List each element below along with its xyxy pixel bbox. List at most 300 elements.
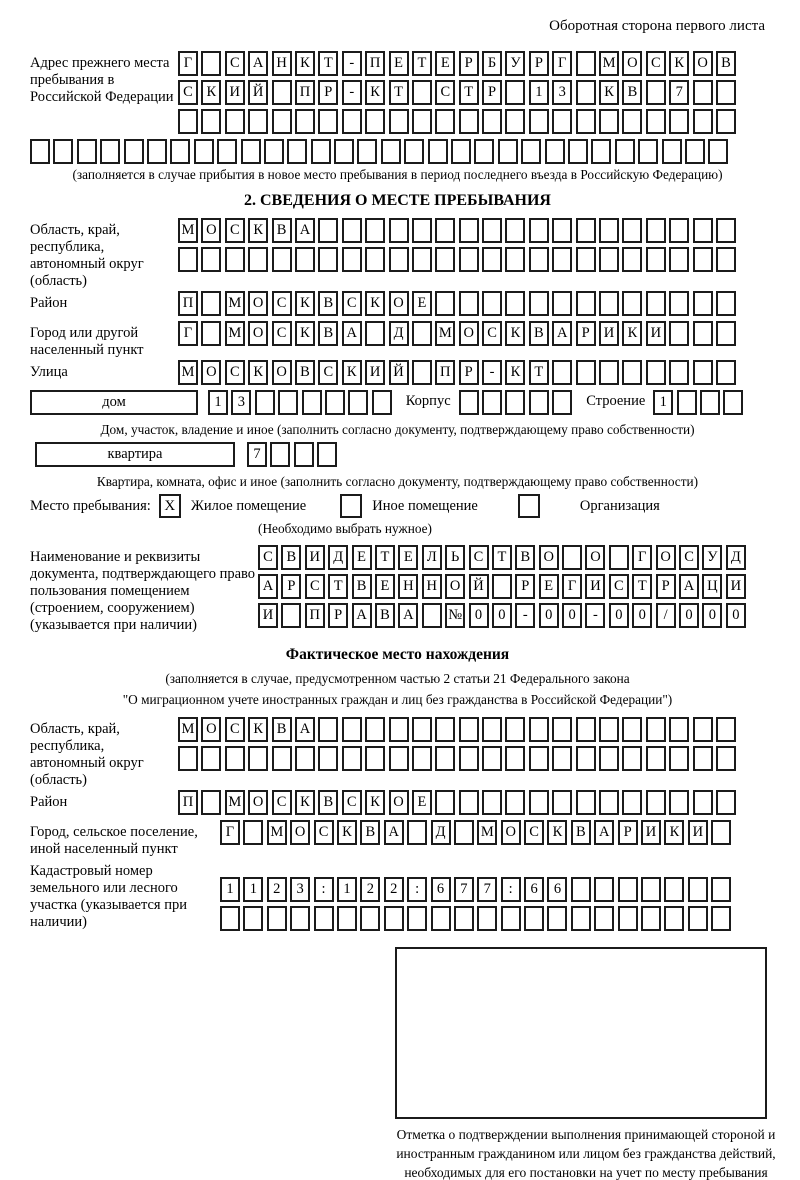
char-cell bbox=[194, 139, 214, 164]
char-cell: 1 bbox=[337, 877, 357, 902]
char-cell bbox=[638, 139, 658, 164]
char-cell bbox=[365, 746, 385, 771]
char-cell: К bbox=[248, 717, 268, 742]
char-cell: Н bbox=[272, 51, 292, 76]
char-cell bbox=[318, 746, 338, 771]
char-cell: В bbox=[571, 820, 591, 845]
char-cell bbox=[669, 109, 689, 134]
char-cell: - bbox=[342, 80, 362, 105]
char-cell: М bbox=[435, 321, 455, 346]
char-cell: Н bbox=[398, 574, 418, 599]
cell-row bbox=[220, 820, 765, 845]
actual-district-label: Район bbox=[30, 794, 68, 810]
char-cell bbox=[311, 139, 331, 164]
char-cell bbox=[264, 139, 284, 164]
char-cell: Т bbox=[529, 360, 549, 385]
char-cell: Ь bbox=[445, 545, 465, 570]
char-cell: К bbox=[365, 790, 385, 815]
char-cell: К bbox=[337, 820, 357, 845]
char-cell bbox=[529, 218, 549, 243]
char-cell bbox=[571, 906, 591, 931]
field-street bbox=[30, 360, 765, 389]
char-cell bbox=[669, 790, 689, 815]
char-cell bbox=[505, 218, 525, 243]
field-document bbox=[30, 545, 765, 634]
char-cell: К bbox=[295, 321, 315, 346]
char-cell bbox=[318, 218, 338, 243]
char-cell: Г bbox=[178, 321, 198, 346]
char-cell: Р bbox=[656, 574, 676, 599]
char-cell: А bbox=[552, 321, 572, 346]
char-cell: О bbox=[290, 820, 310, 845]
char-cell bbox=[664, 906, 684, 931]
char-cell bbox=[594, 906, 614, 931]
char-cell bbox=[318, 717, 338, 742]
char-cell bbox=[314, 906, 334, 931]
char-cell: О bbox=[201, 218, 221, 243]
char-cell bbox=[576, 291, 596, 316]
char-cell: С bbox=[225, 51, 245, 76]
checkbox-other-premises bbox=[340, 494, 362, 518]
char-cell bbox=[454, 906, 474, 931]
char-cell bbox=[669, 291, 689, 316]
char-cell: С bbox=[318, 360, 338, 385]
char-cell: № bbox=[445, 603, 465, 628]
char-cell: С bbox=[178, 80, 198, 105]
char-cell: К bbox=[295, 790, 315, 815]
char-cell: Е bbox=[375, 574, 395, 599]
char-cell bbox=[365, 247, 385, 272]
char-cell bbox=[723, 390, 743, 415]
region-label: Область, край, республика, автономный округ (область) bbox=[30, 222, 144, 289]
char-cell: Р bbox=[482, 80, 502, 105]
char-cell bbox=[281, 603, 301, 628]
char-cell: Й bbox=[248, 80, 268, 105]
char-cell bbox=[576, 218, 596, 243]
char-cell bbox=[147, 139, 167, 164]
char-cell bbox=[302, 390, 322, 415]
char-cell: 3 bbox=[290, 877, 310, 902]
char-cell: Е bbox=[412, 790, 432, 815]
char-cell: 7 bbox=[477, 877, 497, 902]
field-district bbox=[30, 291, 765, 320]
char-cell bbox=[693, 291, 713, 316]
char-cell: С bbox=[258, 545, 278, 570]
char-cell bbox=[591, 139, 611, 164]
actual-location-title: Фактическое место нахождения bbox=[285, 646, 510, 663]
char-cell: К bbox=[248, 360, 268, 385]
char-cell bbox=[693, 80, 713, 105]
char-cell: М bbox=[178, 717, 198, 742]
char-cell bbox=[482, 390, 502, 415]
char-cell bbox=[482, 291, 502, 316]
char-cell bbox=[170, 139, 190, 164]
char-cell: В bbox=[318, 790, 338, 815]
char-cell bbox=[646, 109, 666, 134]
char-cell bbox=[389, 109, 409, 134]
char-cell bbox=[492, 574, 512, 599]
char-cell bbox=[459, 790, 479, 815]
char-cell bbox=[201, 790, 221, 815]
char-cell bbox=[412, 218, 432, 243]
char-cell bbox=[272, 746, 292, 771]
char-cell: А bbox=[295, 218, 315, 243]
cell-row bbox=[178, 51, 765, 76]
stamp-caption: Отметка о подтверждении выполнения принимающей стороной и иностранным гражданином или лицом без гражданства действий, необходимых для его постановки на учет по месту пребывания bbox=[396, 1127, 776, 1180]
char-cell: Г bbox=[632, 545, 652, 570]
char-cell: С bbox=[469, 545, 489, 570]
char-cell: Т bbox=[492, 545, 512, 570]
house-row bbox=[30, 390, 765, 419]
char-cell bbox=[201, 51, 221, 76]
char-cell bbox=[646, 790, 666, 815]
char-cell: И bbox=[365, 360, 385, 385]
char-cell: С bbox=[314, 820, 334, 845]
cell-row bbox=[178, 218, 765, 243]
char-cell bbox=[599, 291, 619, 316]
char-cell: 7 bbox=[669, 80, 689, 105]
char-cell bbox=[248, 247, 268, 272]
char-cell bbox=[677, 390, 697, 415]
char-cell bbox=[552, 291, 572, 316]
char-cell bbox=[342, 247, 362, 272]
char-cell: С bbox=[482, 321, 502, 346]
char-cell: П bbox=[435, 360, 455, 385]
char-cell: К bbox=[365, 80, 385, 105]
char-cell bbox=[552, 247, 572, 272]
char-cell: А bbox=[352, 603, 372, 628]
char-cell: : bbox=[314, 877, 334, 902]
char-cell: В bbox=[295, 360, 315, 385]
char-cell: С bbox=[272, 321, 292, 346]
char-cell: О bbox=[501, 820, 521, 845]
char-cell bbox=[669, 746, 689, 771]
char-cell bbox=[622, 360, 642, 385]
char-cell: А bbox=[258, 574, 278, 599]
char-cell: Й bbox=[469, 574, 489, 599]
char-cell: С bbox=[342, 291, 362, 316]
char-cell bbox=[562, 545, 582, 570]
section2-title: 2. СВЕДЕНИЯ О МЕСТЕ ПРЕБЫВАНИЯ bbox=[244, 192, 551, 209]
stay-type-label: Место пребывания: bbox=[30, 497, 151, 514]
char-cell bbox=[412, 360, 432, 385]
char-cell bbox=[217, 139, 237, 164]
char-cell bbox=[381, 139, 401, 164]
char-cell bbox=[716, 746, 736, 771]
char-cell: В bbox=[375, 603, 395, 628]
char-cell: В bbox=[352, 574, 372, 599]
char-cell: Т bbox=[459, 80, 479, 105]
char-cell bbox=[435, 790, 455, 815]
char-cell bbox=[428, 139, 448, 164]
char-cell bbox=[529, 717, 549, 742]
char-cell bbox=[225, 746, 245, 771]
stay-type-row bbox=[30, 494, 765, 518]
char-cell bbox=[501, 906, 521, 931]
char-cell bbox=[294, 442, 314, 467]
char-cell bbox=[693, 790, 713, 815]
char-cell bbox=[505, 80, 525, 105]
char-cell bbox=[178, 109, 198, 134]
char-cell bbox=[272, 109, 292, 134]
char-cell: Р bbox=[459, 360, 479, 385]
char-cell: И bbox=[225, 80, 245, 105]
field-actual-city bbox=[30, 820, 765, 858]
field-prev-address bbox=[30, 51, 765, 138]
char-cell bbox=[552, 218, 572, 243]
char-cell bbox=[505, 790, 525, 815]
char-cell: М bbox=[599, 51, 619, 76]
char-cell bbox=[389, 746, 409, 771]
char-cell bbox=[287, 139, 307, 164]
char-cell bbox=[454, 820, 474, 845]
char-cell: Т bbox=[375, 545, 395, 570]
cell-row bbox=[178, 790, 765, 815]
char-cell: Р bbox=[459, 51, 479, 76]
char-cell bbox=[700, 390, 720, 415]
char-cell: В bbox=[529, 321, 549, 346]
char-cell bbox=[357, 139, 377, 164]
char-cell bbox=[505, 291, 525, 316]
char-cell: К bbox=[295, 51, 315, 76]
char-cell bbox=[594, 877, 614, 902]
char-cell: И bbox=[258, 603, 278, 628]
actual-location-caption-1: (заполняется в случае, предусмотренном частью 2 статьи 21 Федерального закона bbox=[165, 671, 630, 686]
char-cell: В bbox=[272, 218, 292, 243]
char-cell bbox=[412, 109, 432, 134]
page-side-note: Оборотная сторона первого листа bbox=[549, 18, 765, 34]
char-cell bbox=[693, 360, 713, 385]
char-cell bbox=[225, 247, 245, 272]
char-cell bbox=[295, 109, 315, 134]
char-cell: К bbox=[599, 80, 619, 105]
char-cell bbox=[693, 109, 713, 134]
char-cell bbox=[529, 247, 549, 272]
char-cell bbox=[622, 247, 642, 272]
char-cell: - bbox=[342, 51, 362, 76]
char-cell: С bbox=[225, 360, 245, 385]
cell-row bbox=[178, 360, 765, 385]
char-cell bbox=[641, 877, 661, 902]
char-cell: 3 bbox=[231, 390, 251, 415]
char-cell: С bbox=[524, 820, 544, 845]
char-cell: О bbox=[201, 717, 221, 742]
char-cell bbox=[711, 906, 731, 931]
char-cell: П bbox=[365, 51, 385, 76]
char-cell: 1 bbox=[243, 877, 263, 902]
char-cell bbox=[552, 360, 572, 385]
char-cell bbox=[641, 906, 661, 931]
char-cell: 6 bbox=[547, 877, 567, 902]
char-cell bbox=[201, 321, 221, 346]
field-actual-district bbox=[30, 790, 765, 819]
char-cell: 0 bbox=[609, 603, 629, 628]
char-cell bbox=[505, 109, 525, 134]
cell-row bbox=[258, 545, 765, 570]
char-cell bbox=[124, 139, 144, 164]
char-cell bbox=[255, 390, 275, 415]
char-cell bbox=[435, 746, 455, 771]
char-cell bbox=[435, 291, 455, 316]
char-cell bbox=[459, 390, 479, 415]
char-cell: - bbox=[482, 360, 502, 385]
char-cell: Ц bbox=[702, 574, 722, 599]
char-cell: А bbox=[594, 820, 614, 845]
char-cell: М bbox=[225, 321, 245, 346]
char-cell: К bbox=[201, 80, 221, 105]
char-cell: В bbox=[281, 545, 301, 570]
char-cell bbox=[669, 247, 689, 272]
char-cell bbox=[412, 247, 432, 272]
char-cell bbox=[708, 139, 728, 164]
char-cell bbox=[711, 877, 731, 902]
char-cell: У bbox=[702, 545, 722, 570]
char-cell bbox=[482, 247, 502, 272]
char-cell bbox=[459, 247, 479, 272]
char-cell bbox=[325, 390, 345, 415]
char-cell bbox=[459, 746, 479, 771]
char-cell: О bbox=[389, 291, 409, 316]
char-cell bbox=[435, 717, 455, 742]
char-cell bbox=[318, 247, 338, 272]
char-cell bbox=[270, 442, 290, 467]
stay-type-caption: (Необходимо выбрать нужное) bbox=[258, 521, 432, 536]
char-cell: Е bbox=[389, 51, 409, 76]
char-cell bbox=[295, 247, 315, 272]
char-cell bbox=[646, 717, 666, 742]
char-cell bbox=[482, 218, 502, 243]
char-cell bbox=[693, 321, 713, 346]
char-cell: М bbox=[178, 218, 198, 243]
char-cell bbox=[389, 247, 409, 272]
char-cell: О bbox=[622, 51, 642, 76]
char-cell bbox=[688, 906, 708, 931]
char-cell: К bbox=[505, 321, 525, 346]
char-cell: Р bbox=[618, 820, 638, 845]
stroenie-label: Строение bbox=[586, 393, 646, 409]
char-cell bbox=[435, 247, 455, 272]
cell-row bbox=[220, 906, 765, 931]
char-cell: Д bbox=[431, 820, 451, 845]
stroenie-cells bbox=[653, 390, 743, 415]
char-cell bbox=[360, 906, 380, 931]
char-cell bbox=[716, 717, 736, 742]
char-cell: К bbox=[622, 321, 642, 346]
char-cell bbox=[459, 717, 479, 742]
confirmation-stamp-box bbox=[395, 947, 767, 1119]
checkbox-organization bbox=[518, 494, 540, 518]
char-cell: Е bbox=[352, 545, 372, 570]
char-cell bbox=[272, 247, 292, 272]
char-cell bbox=[693, 717, 713, 742]
char-cell: П bbox=[178, 790, 198, 815]
char-cell bbox=[693, 746, 713, 771]
char-cell: Т bbox=[318, 51, 338, 76]
char-cell bbox=[422, 603, 442, 628]
char-cell: В bbox=[360, 820, 380, 845]
char-cell bbox=[685, 139, 705, 164]
char-cell: И bbox=[646, 321, 666, 346]
char-cell: Р bbox=[281, 574, 301, 599]
char-cell bbox=[505, 247, 525, 272]
char-cell bbox=[482, 109, 502, 134]
char-cell bbox=[365, 109, 385, 134]
char-cell bbox=[576, 51, 596, 76]
char-cell bbox=[552, 746, 572, 771]
char-cell bbox=[404, 139, 424, 164]
char-cell bbox=[30, 139, 50, 164]
char-cell bbox=[389, 717, 409, 742]
char-cell: О bbox=[248, 790, 268, 815]
char-cell: 0 bbox=[562, 603, 582, 628]
city-label: Город или другой населенный пункт bbox=[30, 325, 144, 358]
field-city bbox=[30, 321, 765, 359]
char-cell bbox=[524, 906, 544, 931]
char-cell: О bbox=[272, 360, 292, 385]
char-cell bbox=[201, 746, 221, 771]
char-cell: В bbox=[318, 291, 338, 316]
char-cell: М bbox=[225, 790, 245, 815]
char-cell bbox=[552, 717, 572, 742]
char-cell bbox=[646, 218, 666, 243]
actual-region-label: Область, край, республика, автономный округ (область) bbox=[30, 721, 144, 788]
char-cell: Б bbox=[482, 51, 502, 76]
char-cell bbox=[599, 790, 619, 815]
char-cell: И bbox=[585, 574, 605, 599]
char-cell bbox=[201, 109, 221, 134]
char-cell: С bbox=[272, 790, 292, 815]
char-cell bbox=[552, 109, 572, 134]
char-cell bbox=[272, 80, 292, 105]
char-cell bbox=[407, 820, 427, 845]
char-cell bbox=[662, 139, 682, 164]
char-cell: 0 bbox=[702, 603, 722, 628]
apartment-row bbox=[30, 442, 765, 471]
char-cell bbox=[576, 247, 596, 272]
char-cell bbox=[505, 390, 525, 415]
char-cell: Д bbox=[726, 545, 746, 570]
char-cell bbox=[568, 139, 588, 164]
char-cell bbox=[669, 717, 689, 742]
char-cell bbox=[474, 139, 494, 164]
char-cell: У bbox=[505, 51, 525, 76]
char-cell bbox=[693, 247, 713, 272]
street-label: Улица bbox=[30, 364, 68, 380]
char-cell: А bbox=[398, 603, 418, 628]
char-cell: Е bbox=[539, 574, 559, 599]
char-cell: И bbox=[726, 574, 746, 599]
char-cell bbox=[552, 790, 572, 815]
char-cell: Г bbox=[562, 574, 582, 599]
char-cell bbox=[622, 218, 642, 243]
char-cell: О bbox=[445, 574, 465, 599]
char-cell bbox=[505, 717, 525, 742]
char-cell bbox=[646, 247, 666, 272]
char-cell bbox=[693, 218, 713, 243]
char-cell bbox=[545, 139, 565, 164]
char-cell: С bbox=[225, 717, 245, 742]
char-cell bbox=[716, 109, 736, 134]
char-cell bbox=[77, 139, 97, 164]
char-cell: Н bbox=[422, 574, 442, 599]
char-cell: О bbox=[693, 51, 713, 76]
char-cell: Л bbox=[422, 545, 442, 570]
char-cell bbox=[547, 906, 567, 931]
char-cell bbox=[599, 717, 619, 742]
char-cell bbox=[342, 218, 362, 243]
char-cell bbox=[317, 442, 337, 467]
char-cell bbox=[716, 790, 736, 815]
